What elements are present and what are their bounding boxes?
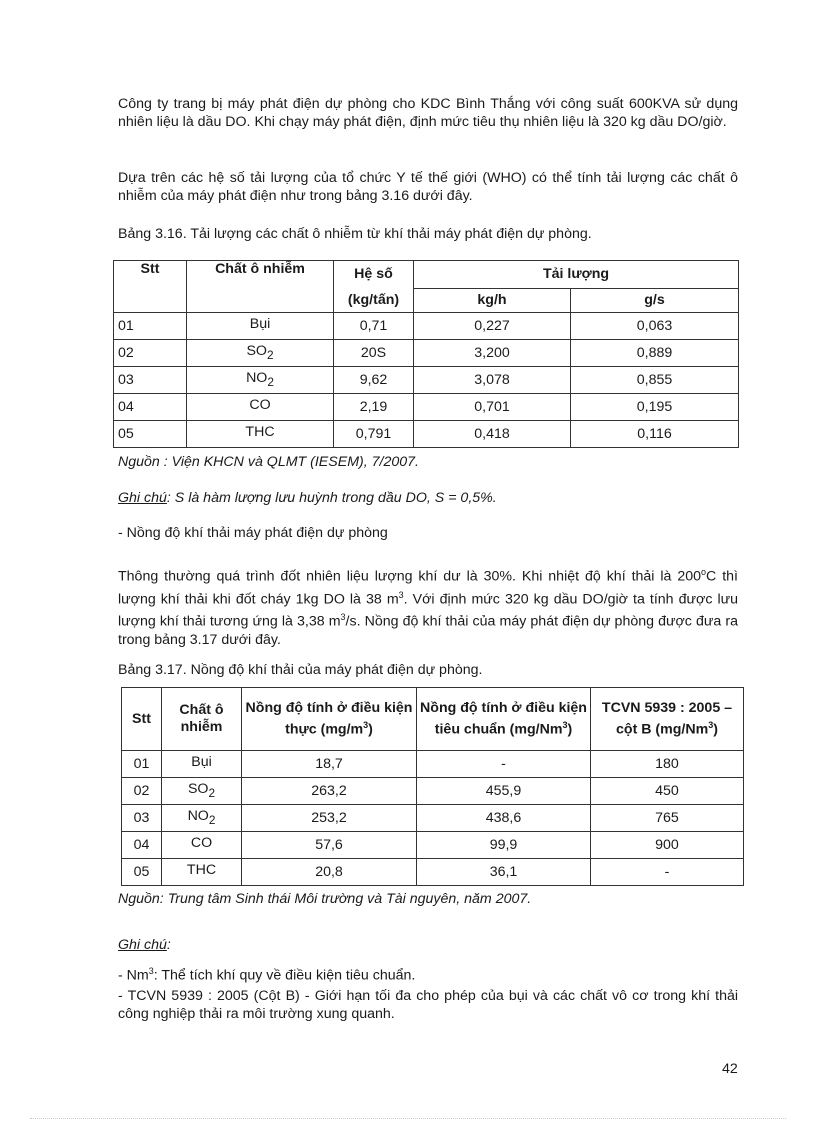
col-real-conc-header: Nồng độ tính ở điều kiện thực $(mg/m^3)$ [242,688,417,751]
who-paragraph: Dựa trên các hệ số tải lượng của tổ chức Y tế thế giới (WHO) có thể tính tải lượng các chất ô nhiễm của máy phát điện như trong bảng 3.16 dưới đây. [118,170,738,204]
cell-limit: 180 [591,751,744,778]
cell-gs: 0,063 [571,313,739,340]
cell-gs: 0,889 [571,340,739,367]
nm3-note: - Nm$^3$: Thể tích khí quy về điều kiện tiêu chuẩn. [118,966,416,984]
cell-limit: - [591,859,744,886]
table-row [114,367,739,394]
cell-stt: 02 [114,340,187,367]
cell-real-conc: 263,2 [242,778,417,805]
cell-pollutant: $NO_2$ [187,367,334,394]
cell-stt: 02 [122,778,162,805]
table-row [114,313,739,340]
cell-gs: 0,855 [571,367,739,394]
table-row [122,751,744,778]
col-stt-header: Stt [114,261,187,313]
table-3-16-source: Nguồn : Viện KHCN và QLMT (IESEM), 7/2007. [118,454,419,470]
intro-paragraph: Công ty trang bị máy phát điện dự phòng cho KDC Bình Thắng với công suất 600KVA sử dụng nhiên liệu là dầu DO. Khi chạy máy phát điện, định mức tiêu thụ nhiên liệu là 320 kg dầu DO/giờ. [118,96,738,130]
cell-stt: 04 [114,394,187,421]
table-3-17-caption: Bảng 3.17. Nồng độ khí thải của máy phát điện dự phòng. [118,662,483,678]
emission-concentration-bullet: - Nồng độ khí thải máy phát điện dự phòng [118,525,388,541]
table-row [122,832,744,859]
cell-stt: 03 [114,367,187,394]
cell-std-conc: - [417,751,591,778]
col-coef-unit-header: (kg/tấn) [334,289,414,313]
col-stt-header: Stt [122,688,162,751]
cell-stt: 04 [122,832,162,859]
cell-coef: 9,62 [334,367,414,394]
col-gs-header: g/s [571,289,739,313]
cell-pollutant: $NO_2$ [162,805,242,832]
table-3-17-source: Nguồn: Trung tâm Sinh thái Môi trường và Tài nguyên, năm 2007. [118,891,532,907]
col-kgh-header: kg/h [414,289,571,313]
cell-gs: 0,116 [571,421,739,448]
cell-pollutant: Bụi [162,751,242,778]
cell-std-conc: 36,1 [417,859,591,886]
cell-kgh: 3,200 [414,340,571,367]
cell-stt: 05 [122,859,162,886]
col-coef-header: Hệ số [334,261,414,289]
col-pollutant-header: Chất ô nhiễm [187,261,334,313]
cell-limit: 900 [591,832,744,859]
cell-pollutant: $SO_2$ [162,778,242,805]
table-row [114,340,739,367]
sulfur-note: Ghi chú: S là hàm lượng lưu huỳnh trong dầu DO, S = 0,5%. [118,490,497,506]
cell-limit: 450 [591,778,744,805]
note-label: Ghi chú [118,490,167,506]
cell-stt: 05 [114,421,187,448]
cell-kgh: 0,227 [414,313,571,340]
page-number: 42 [722,1061,738,1077]
cell-kgh: 3,078 [414,367,571,394]
table-row [122,859,744,886]
exhaust-paragraph: Thông thường quá trình đốt nhiên liệu lượng khí dư là 30%. Khi nhiệt độ khí thải là 200$^o$C thì lượng khí thải khi đốt cháy 1kg DO là 38 $m^3$. Với định mức 320 kg dầu DO/giờ ta tính được lưu lượng khí thải tương ứng là 3,38 $m^3/s$. Nồng độ khí thải của máy phát điện dự phòng được đưa ra trong bảng 3.17 dưới đây. [118,567,739,649]
cell-std-conc: 438,6 [417,805,591,832]
cell-pollutant: CO [187,394,334,421]
cell-stt: 01 [122,751,162,778]
cell-real-conc: 20,8 [242,859,417,886]
col-tcvn-header: TCVN 5939 : 2005 – cột B (mg/Nm$^3$) [591,688,744,751]
cell-coef: 20S [334,340,414,367]
cell-std-conc: 455,9 [417,778,591,805]
cell-real-conc: 253,2 [242,805,417,832]
cell-pollutant: THC [187,421,334,448]
notes-heading: Ghi chú: [118,937,171,953]
col-pollutant-header: Chất ô nhiễm [162,688,242,751]
cell-stt: 03 [122,805,162,832]
cell-real-conc: 57,6 [242,832,417,859]
col-std-conc-header: Nồng độ tính ở điều kiện tiêu chuẩn (mg/Nm$^3$) [417,688,591,751]
cell-gs: 0,195 [571,394,739,421]
cell-coef: 0,71 [334,313,414,340]
cell-limit: 765 [591,805,744,832]
page-bottom-divider [30,1118,786,1119]
cell-kgh: 0,701 [414,394,571,421]
cell-std-conc: 99,9 [417,832,591,859]
table-3-17 [121,687,744,886]
cell-coef: 0,791 [334,421,414,448]
cell-pollutant: $SO_2$ [187,340,334,367]
cell-pollutant: Bụi [187,313,334,340]
table-row [122,778,744,805]
table-row [114,421,739,448]
cell-pollutant: THC [162,859,242,886]
table-3-16 [113,260,739,448]
cell-kgh: 0,418 [414,421,571,448]
cell-coef: 2,19 [334,394,414,421]
tcvn-note: - TCVN 5939 : 2005 (Cột B) - Giới hạn tối đa cho phép của bụi và các chất vô cơ trong khí thải công nghiệp thải ra môi trường xung quanh. [118,988,738,1022]
table-row [122,805,744,832]
col-load-header: Tải lượng [414,261,739,289]
table-row [114,394,739,421]
cell-real-conc: 18,7 [242,751,417,778]
notes-label: Ghi chú [118,937,167,953]
table-3-16-caption: Bảng 3.16. Tải lượng các chất ô nhiễm từ khí thải máy phát điện dự phòng. [118,226,592,242]
cell-pollutant: CO [162,832,242,859]
cell-stt: 01 [114,313,187,340]
